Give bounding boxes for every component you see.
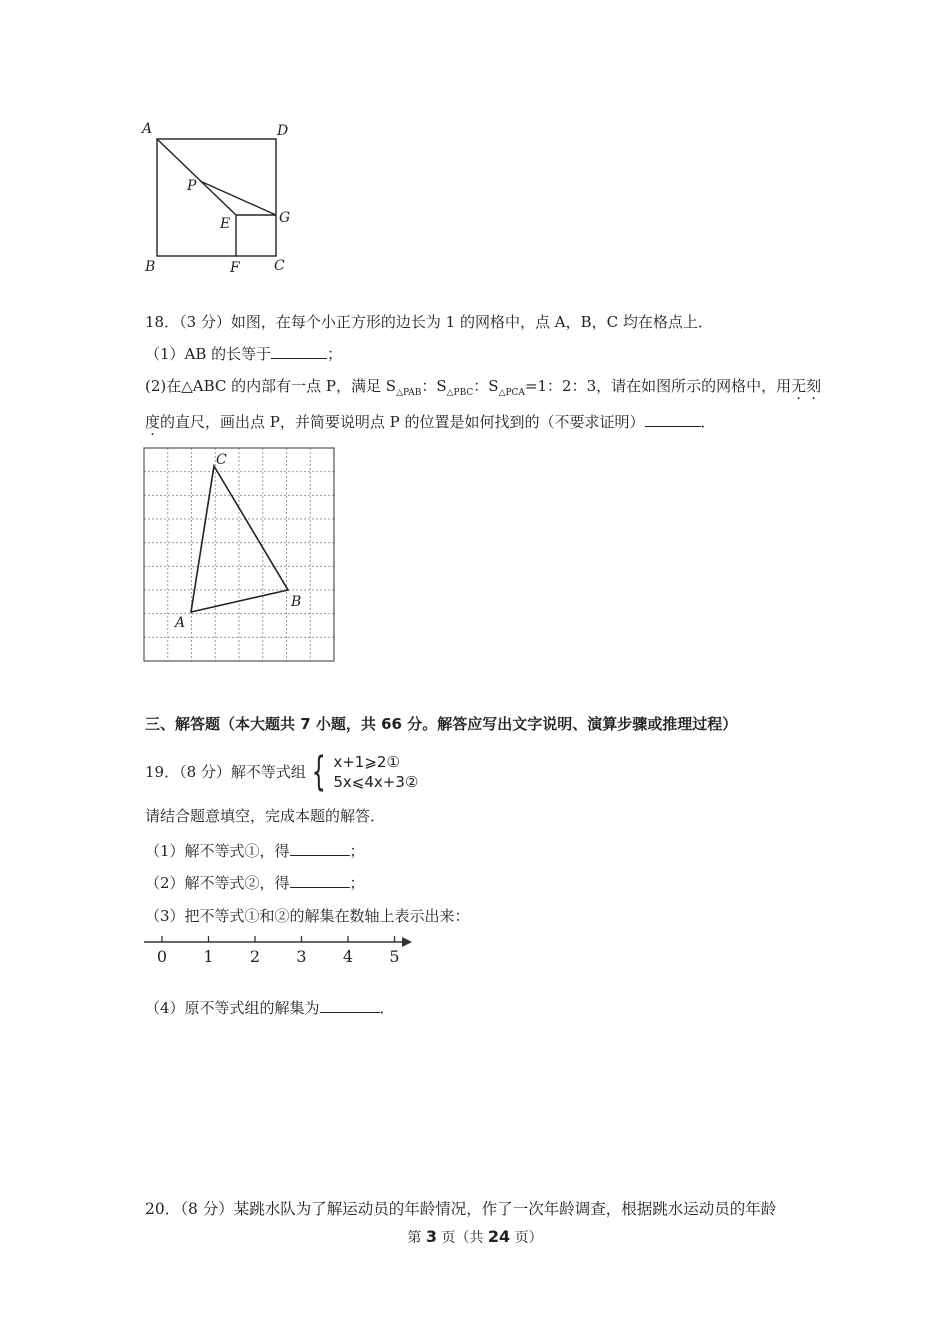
square-figure — [140, 118, 300, 278]
answer-blank[interactable] — [271, 344, 327, 359]
sub-pab: △PAB — [396, 388, 422, 398]
number-line-label: 2 — [249, 947, 261, 966]
label-D: D — [277, 123, 289, 139]
grid-label-C: C — [216, 452, 227, 468]
number-line-label: 5 — [389, 947, 400, 966]
emphasis-char: 刻 — [806, 377, 822, 395]
section3-title: 三、解答题（本大题共 7 小题，共 66 分。解答应写出文字说明、演算步骤或推理过程） — [145, 715, 738, 733]
emphasis-char: 无 — [791, 377, 807, 395]
step3-text: （3）把不等式①和②的解集在数轴上表示出来： — [145, 907, 470, 925]
brace-icon: { — [311, 749, 326, 795]
q20-text: 20．（8 分）某跳水队为了解运动员的年龄情况，作了一次年龄调查，根据跳水运动员的年龄 — [145, 1200, 777, 1218]
q19-step1 — [145, 841, 365, 861]
q19-instruction — [145, 806, 385, 826]
footer-middle: 页（共 — [436, 1230, 488, 1246]
label-A: A — [142, 121, 153, 137]
number-line-label: 4 — [342, 947, 354, 966]
q19-step3 — [145, 906, 470, 926]
q18-part2 — [145, 376, 821, 403]
grid-lines — [144, 448, 334, 661]
q18-part2-c: 的直尺，画出点 P，并简要说明点 P 的位置是如何找到的（不要求证明） — [160, 413, 645, 431]
q18-part1-prefix: （1）AB 的长等于 — [145, 345, 272, 363]
page-footer — [0, 1227, 950, 1248]
emphasis-char: 度 — [145, 413, 161, 431]
step2-prefix: （2）解不等式②，得 — [145, 874, 290, 892]
answer-blank[interactable] — [320, 998, 380, 1013]
step1-suffix: ； — [349, 842, 365, 860]
q18-part2-a: (2)在△ABC 的内部有一点 P，满足 S — [145, 377, 397, 395]
step2-suffix: ； — [349, 874, 365, 892]
step4-suffix: ． — [379, 999, 395, 1017]
q18-stem — [145, 312, 713, 332]
inequality-system — [333, 752, 418, 792]
answer-blank[interactable] — [290, 841, 350, 856]
q18-part1-suffix: ； — [327, 345, 343, 363]
total-pages: 24 — [487, 1227, 511, 1246]
sep2: ：S — [473, 377, 499, 395]
q18-part2-cont — [145, 412, 716, 432]
answer-blank[interactable] — [290, 873, 350, 888]
grid-label-A: A — [175, 615, 186, 631]
number-line-label: 1 — [203, 947, 214, 966]
step4-prefix: （4）原不等式组的解集为 — [145, 999, 320, 1017]
label-E: E — [220, 216, 231, 232]
q18-part2-b: =1：2：3，请在如图所示的网格中，用 — [524, 377, 792, 395]
section-title — [145, 714, 737, 734]
q19-stem — [145, 749, 419, 798]
page-number: 3 — [425, 1227, 437, 1246]
sub-pca: △PCA — [498, 388, 525, 398]
answer-blank[interactable] — [645, 412, 701, 427]
sub-pbc: △PBC — [446, 388, 474, 398]
q18-text: 18．（3 分）如图，在每个小正方形的边长为 1 的网格中，点 A，B，C 均在格点上． — [145, 313, 713, 331]
label-P: P — [187, 178, 197, 194]
label-C: C — [274, 258, 285, 274]
step1-prefix: （1）解不等式①，得 — [145, 842, 290, 860]
inequality-2: 5x⩽4x+3② — [333, 773, 419, 791]
number-line-label: 0 — [156, 947, 168, 966]
number-line-label: 3 — [296, 947, 307, 966]
number-line — [140, 934, 420, 970]
label-B: B — [145, 259, 156, 275]
q19-step4 — [145, 998, 395, 1018]
sep1: ：S — [421, 377, 447, 395]
label-G: G — [279, 210, 291, 226]
grid-label-B: B — [291, 594, 302, 610]
inequality-1: x+1⩾2① — [333, 753, 400, 771]
q19-instruction-text: 请结合题意填空，完成本题的解答． — [145, 807, 386, 825]
q19-step2 — [145, 873, 365, 893]
footer-prefix: 第 — [407, 1230, 426, 1246]
grid-figure — [140, 444, 340, 666]
q18-part2-end: ． — [700, 413, 716, 431]
footer-suffix: 页） — [510, 1230, 543, 1246]
q19-number: 19．（8 分）解不等式组 — [145, 763, 306, 781]
q18-part1 — [145, 344, 342, 364]
label-F: F — [230, 260, 240, 276]
number-line-ticks — [157, 936, 400, 966]
q20-stem — [145, 1199, 776, 1219]
